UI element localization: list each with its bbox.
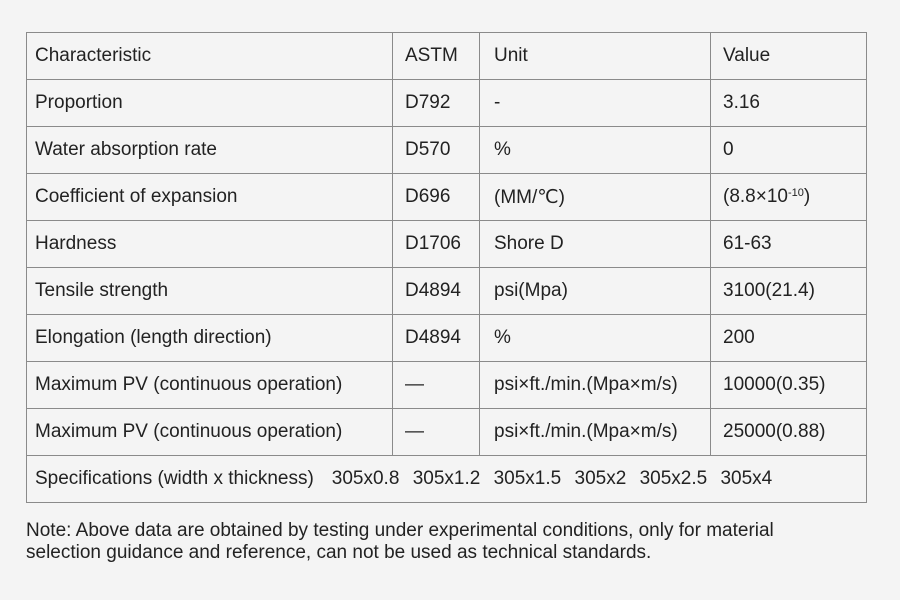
note-line: selection guidance and reference, can not be used as technical standards. — [26, 542, 652, 563]
value-exponent: -10 — [787, 187, 804, 199]
astm-cell: D1706 — [393, 221, 480, 268]
table-row — [27, 409, 867, 456]
table-row — [27, 268, 867, 315]
astm-cell: — — [393, 409, 480, 456]
note-line: Note: Above data are obtained by testing under experimental conditions, only for material — [26, 520, 774, 541]
header-row — [27, 33, 867, 80]
astm-cell: — — [393, 362, 480, 409]
unit-cell: Shore D — [480, 221, 711, 268]
table-row — [27, 127, 867, 174]
value-cell: 10000(0.35) — [711, 362, 867, 409]
specifications-label: Specifications (width x thickness) — [35, 468, 314, 489]
spec-size: 305x0.8 — [331, 468, 400, 489]
specifications-row — [27, 456, 867, 503]
characteristic-cell: Hardness — [27, 221, 393, 268]
value-cell: 61-63 — [711, 221, 867, 268]
astm-cell: D792 — [393, 80, 480, 127]
value-cell — [711, 174, 867, 221]
characteristic-cell: Maximum PV (continuous operation) — [27, 362, 393, 409]
header-characteristic: Characteristic — [27, 33, 393, 80]
spec-size: 305x2.5 — [639, 468, 708, 489]
header-unit: Unit — [480, 33, 711, 80]
table-row — [27, 315, 867, 362]
unit-cell: psi×ft./min.(Mpa×m/s) — [480, 409, 711, 456]
value-cell: 3100(21.4) — [711, 268, 867, 315]
spec-size: 305x2 — [574, 468, 627, 489]
characteristic-cell: Tensile strength — [27, 268, 393, 315]
value-prefix: (8.8×10 — [723, 186, 788, 207]
astm-cell: D696 — [393, 174, 480, 221]
disclaimer-note — [26, 520, 886, 564]
unit-cell: (MM/℃) — [480, 174, 711, 221]
characteristic-cell: Proportion — [27, 80, 393, 127]
unit-cell: % — [480, 315, 711, 362]
value-cell: 0 — [711, 127, 867, 174]
table-row — [27, 362, 867, 409]
value-suffix: ) — [803, 186, 811, 207]
astm-cell: D570 — [393, 127, 480, 174]
properties-table — [26, 32, 867, 503]
value-cell: 200 — [711, 315, 867, 362]
header-value: Value — [711, 33, 867, 80]
table-row — [27, 80, 867, 127]
astm-cell: D4894 — [393, 268, 480, 315]
astm-cell: D4894 — [393, 315, 480, 362]
unit-cell: psi×ft./min.(Mpa×m/s) — [480, 362, 711, 409]
characteristic-cell: Elongation (length direction) — [27, 315, 393, 362]
header-astm: ASTM — [393, 33, 480, 80]
characteristic-cell: Water absorption rate — [27, 127, 393, 174]
unit-cell: - — [480, 80, 711, 127]
specifications-cell — [27, 456, 867, 503]
table-row — [27, 174, 867, 221]
value-cell: 3.16 — [711, 80, 867, 127]
unit-cell: psi(Mpa) — [480, 268, 711, 315]
characteristic-cell: Maximum PV (continuous operation) — [27, 409, 393, 456]
table-row — [27, 221, 867, 268]
spec-size: 305x4 — [720, 468, 773, 489]
spec-size: 305x1.2 — [412, 468, 481, 489]
spec-size: 305x1.5 — [493, 468, 562, 489]
characteristic-cell: Coefficient of expansion — [27, 174, 393, 221]
value-cell: 25000(0.88) — [711, 409, 867, 456]
unit-cell: % — [480, 127, 711, 174]
